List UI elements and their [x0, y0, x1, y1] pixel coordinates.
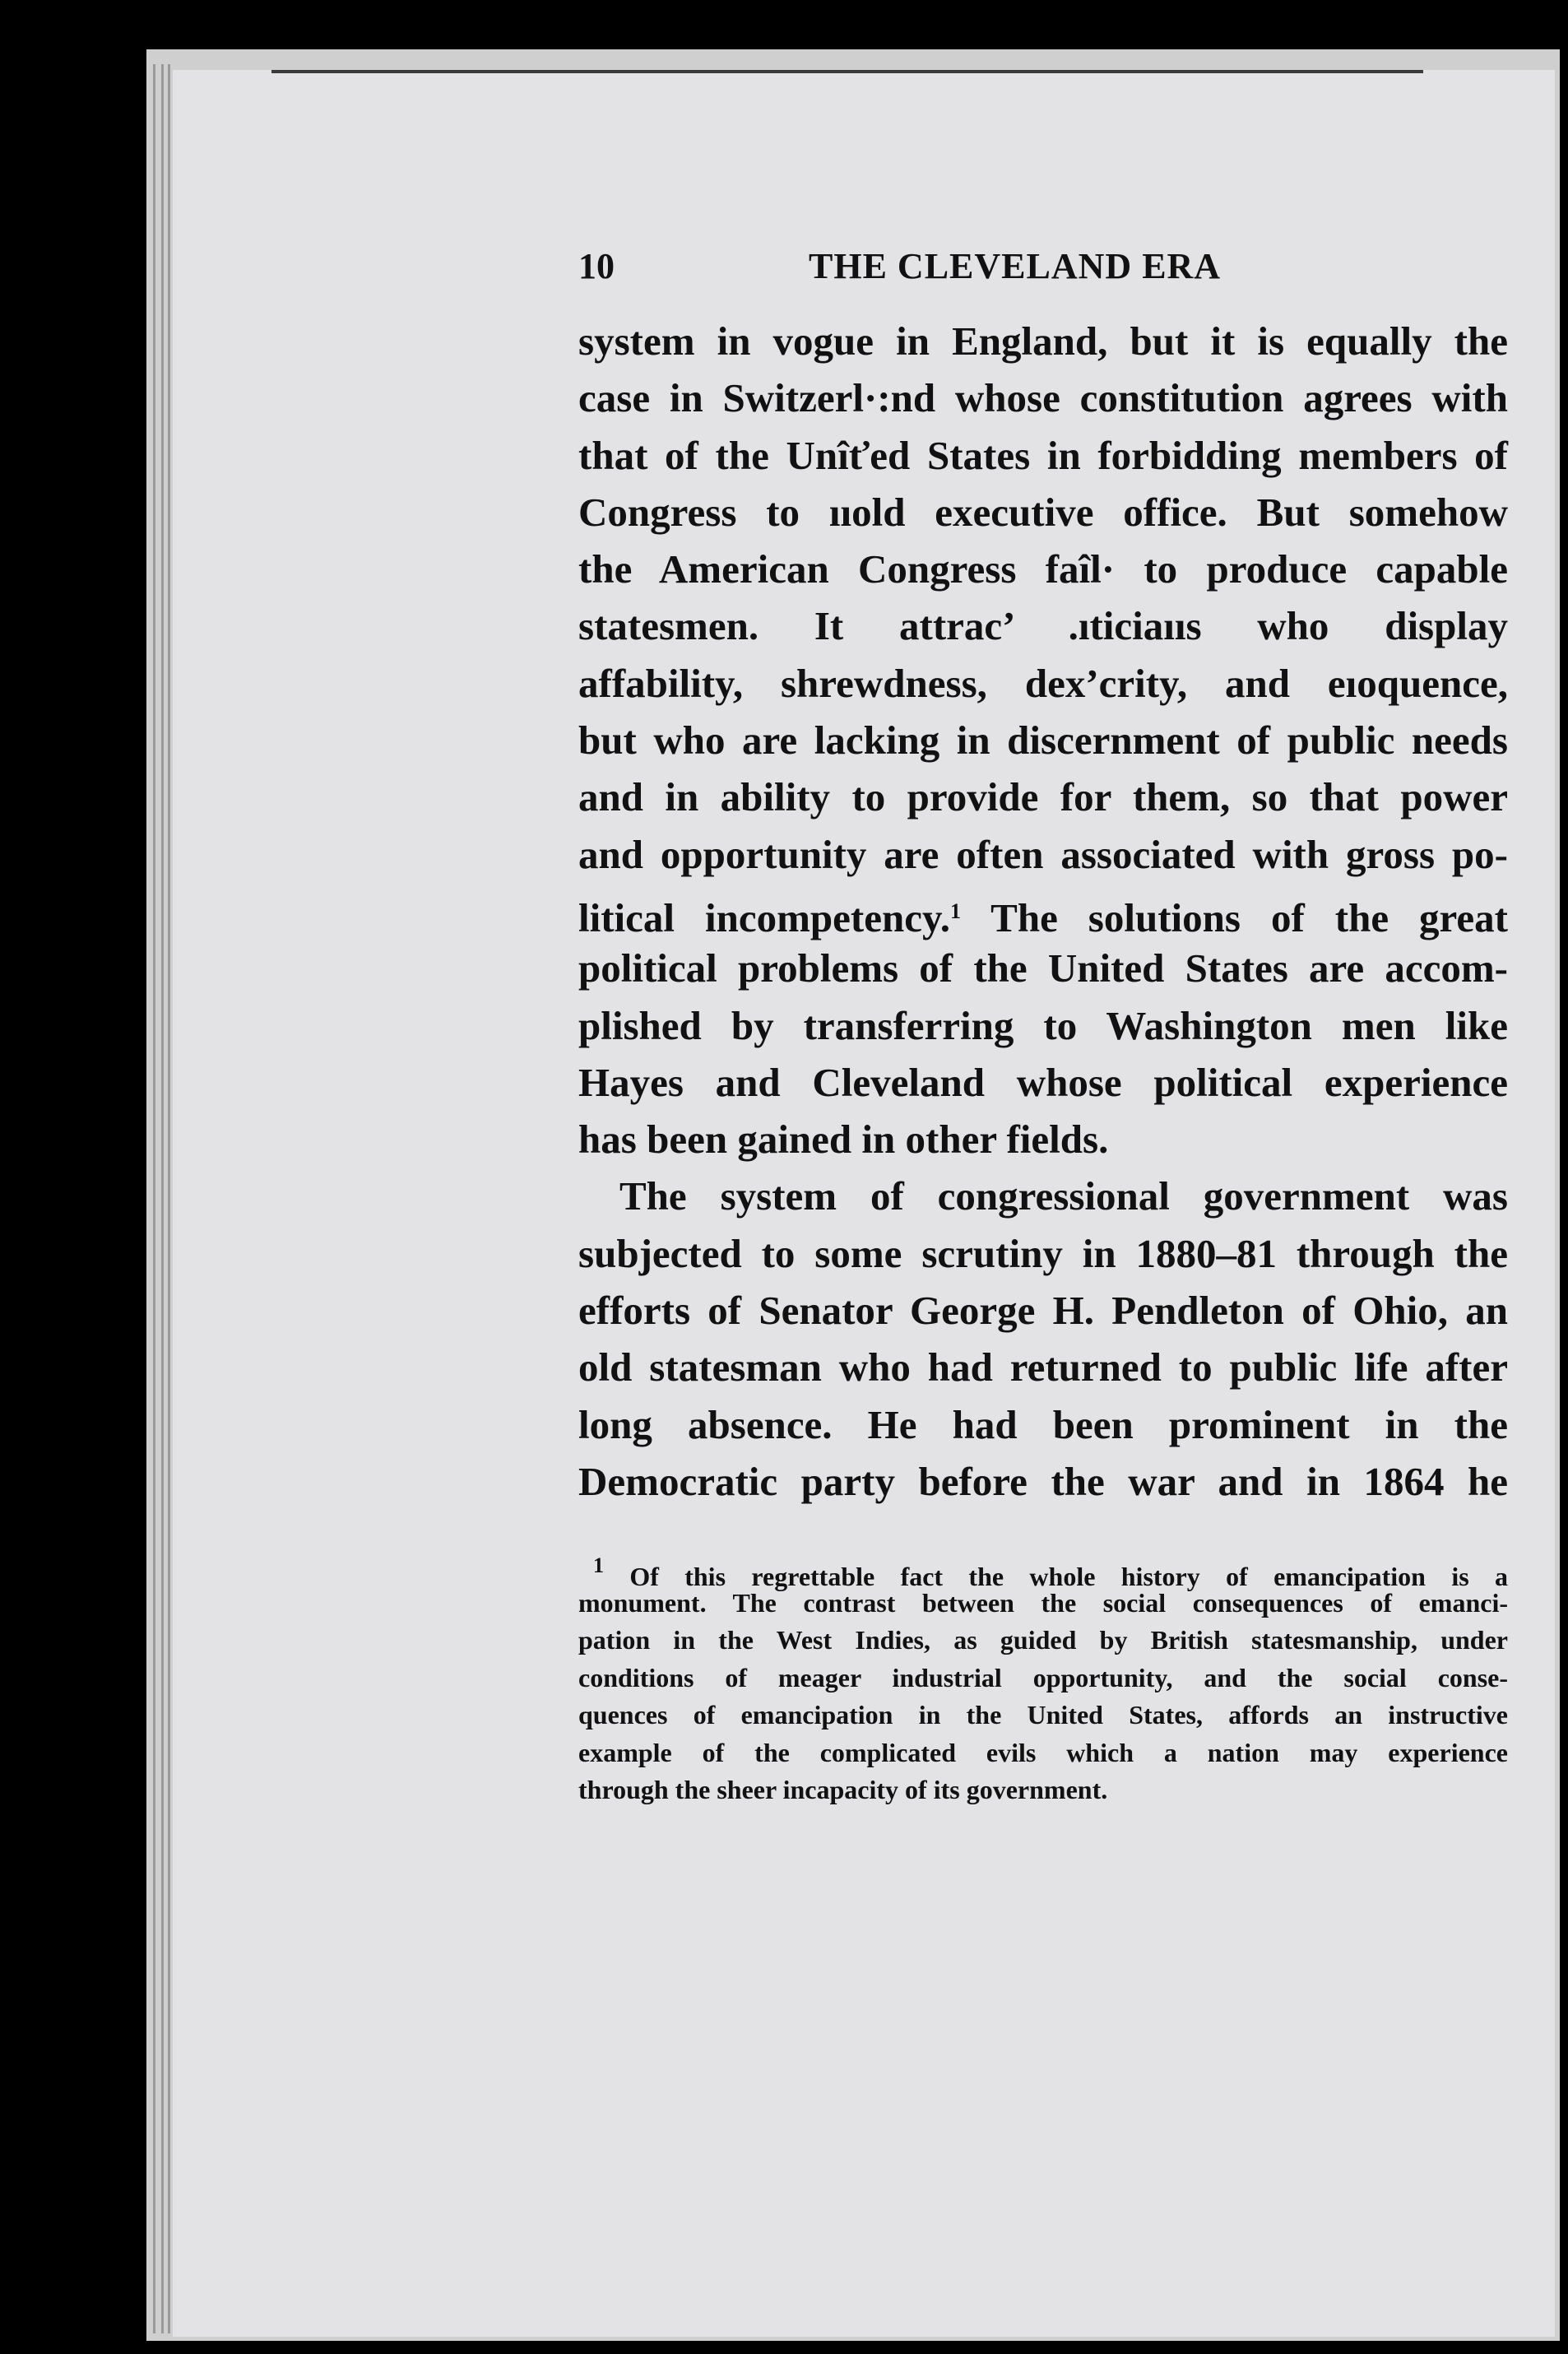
- footnote: [578, 1547, 1508, 1809]
- body-line: old statesman who had returned to public life after: [578, 1344, 1508, 1391]
- body-text: [578, 313, 1508, 1510]
- body-line: Hayes and Cleveland whose political experience: [578, 1059, 1508, 1105]
- footnote-line: through the sheer incapacity of its government.: [578, 1775, 1108, 1804]
- page-top-rule: [271, 70, 1423, 73]
- body-line: but who are lacking in discernment of public needs: [578, 717, 1508, 764]
- footnote-line: conditions of meager industrial opportunity, and the social conse-: [578, 1662, 1508, 1692]
- page-edge-line: [161, 64, 164, 2333]
- body-line: political problems of the United States are accom-: [578, 945, 1508, 991]
- body-line-start: litical incompetency.: [578, 894, 951, 940]
- footnote-line-first: [578, 1547, 1509, 1591]
- body-line: and in ability to provide for them, so that power: [578, 774, 1508, 820]
- footnote-line: quences of emancipation in the United States, affords an instructive: [578, 1700, 1508, 1730]
- page-edge-line: [168, 64, 170, 2333]
- body-line: that of the Unîťed States in forbidding members of: [578, 432, 1508, 478]
- body-line: subjected to some scrutiny in 1880–81 through the: [578, 1230, 1508, 1276]
- footnote-reference: 1: [950, 898, 962, 923]
- running-title: THE CLEVELAND ERA: [809, 245, 1222, 286]
- body-line-end: The solutions of the great: [990, 894, 1508, 940]
- footnote-line: example of the complicated evils which a nation may experience: [578, 1737, 1508, 1767]
- body-line: plished by transferring to Washington men like: [578, 1002, 1508, 1048]
- body-line: Congress to ııold executive office. But somehow: [578, 489, 1508, 535]
- body-line: system in vogue in England, but it is equally the: [578, 318, 1508, 364]
- page-edge-line: [153, 64, 155, 2333]
- body-line: has been gained in other fields.: [578, 1117, 1109, 1163]
- body-line-with-footnote: [578, 883, 1508, 940]
- footnote-line: pation in the West Indies, as guided by British statesmanship, under: [578, 1625, 1508, 1655]
- body-line: efforts of Senator George H. Pendleton of Ohio, an: [578, 1288, 1508, 1334]
- footnote-marker: 1: [593, 1553, 604, 1577]
- body-line: and opportunity are often associated with gross po-: [578, 831, 1508, 877]
- body-line: long absence. He had been prominent in the: [578, 1401, 1508, 1447]
- body-line: statesmen. It attrac’ .ıticiaııs who display: [578, 603, 1508, 649]
- body-line: case in Switzerl·:nd whose constitution agrees with: [578, 375, 1508, 421]
- body-line: Democratic party before the war and in 1864 he: [578, 1458, 1508, 1504]
- body-line: the American Congress faîl· to produce capable: [578, 546, 1508, 592]
- body-line: The system of congressional government was: [619, 1173, 1508, 1219]
- page-number: 10: [578, 245, 615, 286]
- footnote-line: monument. The contrast between the social consequences of emanci-: [578, 1587, 1508, 1618]
- body-line: affability, shrewdness, dex’crity, and eıoquence,: [578, 660, 1508, 706]
- footnote-line-text: Of this regrettable fact the whole history of emancipation is a: [629, 1562, 1509, 1591]
- running-head: [578, 241, 1508, 290]
